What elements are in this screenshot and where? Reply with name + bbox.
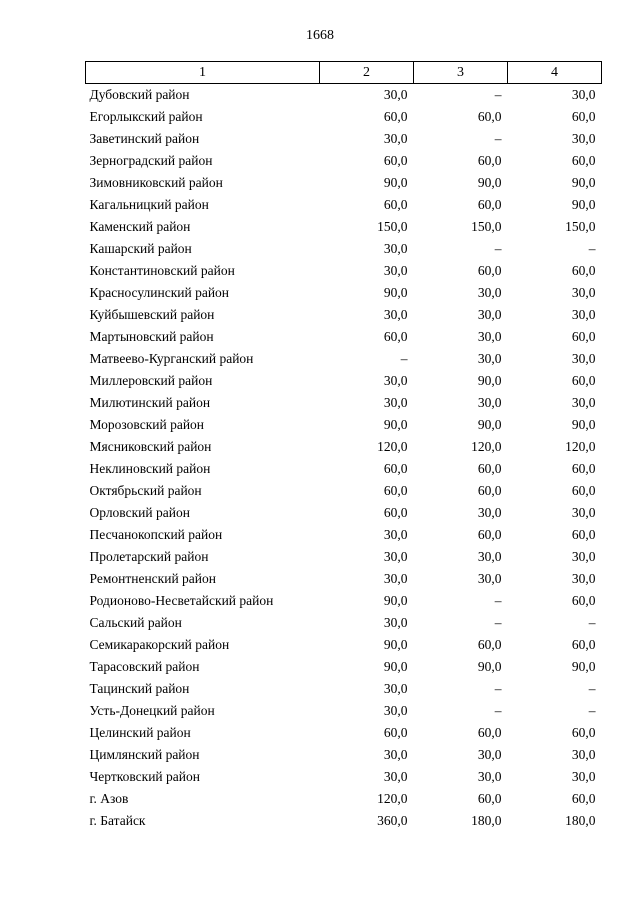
value-cell-col4: 150,0 — [565, 219, 596, 234]
value-cell-col3: 60,0 — [477, 637, 502, 652]
header-row — [86, 62, 602, 84]
value-cell-col2: 60,0 — [383, 483, 408, 498]
value-cell-col4: 90,0 — [571, 417, 596, 432]
table-row — [86, 766, 602, 788]
value-cell-col4: 30,0 — [571, 131, 596, 146]
column-header-1: 1 — [86, 62, 320, 84]
value-cell-col2: 60,0 — [383, 505, 408, 520]
value-cell-col2: 30,0 — [383, 373, 408, 388]
column-header-4: 4 — [508, 62, 602, 84]
district-name-cell: Пролетарский район — [89, 549, 209, 564]
value-cell-col4: 90,0 — [571, 175, 596, 190]
value-cell-col2: 60,0 — [383, 725, 408, 740]
table-row — [86, 84, 602, 107]
value-cell-col3: 30,0 — [477, 571, 502, 586]
value-cell-col3: 30,0 — [477, 505, 502, 520]
district-name-cell: Семикаракорский район — [89, 637, 230, 652]
table-row — [86, 436, 602, 458]
table-row — [86, 194, 602, 216]
data-table — [85, 61, 602, 832]
value-cell-col3: – — [494, 241, 502, 256]
value-cell-col4: 30,0 — [571, 769, 596, 784]
value-cell-col3: – — [494, 131, 502, 146]
value-cell-col3: 30,0 — [477, 329, 502, 344]
table-row — [86, 282, 602, 304]
value-cell-col2: 30,0 — [383, 527, 408, 542]
value-cell-col4: 30,0 — [571, 505, 596, 520]
value-cell-col4: 60,0 — [571, 329, 596, 344]
district-name-cell: Константиновский район — [89, 263, 235, 278]
district-name-cell: Родионово-Несветайский район — [89, 593, 274, 608]
district-name-cell: Чертковский район — [89, 769, 200, 784]
value-cell-col4: 60,0 — [571, 725, 596, 740]
value-cell-col2: 60,0 — [383, 197, 408, 212]
table-row — [86, 128, 602, 150]
district-name-cell: Сальский район — [89, 615, 182, 630]
value-cell-col4: 60,0 — [571, 109, 596, 124]
district-name-cell: Кашарский район — [89, 241, 192, 256]
district-name-cell: Егорлыкский район — [89, 109, 203, 124]
value-cell-col2: 60,0 — [383, 329, 408, 344]
column-header-2: 2 — [320, 62, 414, 84]
district-name-cell: Неклиновский район — [89, 461, 211, 476]
table-row — [86, 634, 602, 656]
value-cell-col3: 30,0 — [477, 549, 502, 564]
table-row — [86, 106, 602, 128]
value-cell-col3: 60,0 — [477, 483, 502, 498]
value-cell-col2: 30,0 — [383, 769, 408, 784]
district-name-cell: Целинский район — [89, 725, 191, 740]
value-cell-col3: 150,0 — [471, 219, 502, 234]
value-cell-col3: 90,0 — [477, 373, 502, 388]
value-cell-col3: 60,0 — [477, 263, 502, 278]
table-row — [86, 238, 602, 260]
table-row — [86, 348, 602, 370]
value-cell-col4: 30,0 — [571, 571, 596, 586]
table-row — [86, 810, 602, 832]
value-cell-col3: 90,0 — [477, 175, 502, 190]
district-name-cell: Цимлянский район — [89, 747, 200, 762]
value-cell-col2: 30,0 — [383, 747, 408, 762]
district-name-cell: Морозовский район — [89, 417, 205, 432]
value-cell-col4: 90,0 — [571, 197, 596, 212]
district-name-cell: Усть-Донецкий район — [89, 703, 215, 718]
table-row — [86, 546, 602, 568]
district-name-cell: Октябрьский район — [89, 483, 202, 498]
district-name-cell: Матвеево-Курганский район — [89, 351, 254, 366]
district-name-cell: Миллеровский район — [89, 373, 213, 388]
value-cell-col2: 30,0 — [383, 263, 408, 278]
value-cell-col2: 90,0 — [383, 285, 408, 300]
value-cell-col2: 90,0 — [383, 659, 408, 674]
table-row — [86, 370, 602, 392]
value-cell-col4: – — [588, 241, 596, 256]
district-name-cell: Милютинский район — [89, 395, 211, 410]
table-row — [86, 480, 602, 502]
value-cell-col4: 30,0 — [571, 87, 596, 102]
value-cell-col3: 30,0 — [477, 285, 502, 300]
table-row — [86, 458, 602, 480]
value-cell-col4: 30,0 — [571, 307, 596, 322]
value-cell-col2: 30,0 — [383, 703, 408, 718]
value-cell-col3: 60,0 — [477, 109, 502, 124]
district-name-cell: Мясниковский район — [89, 439, 212, 454]
value-cell-col4: 120,0 — [565, 439, 596, 454]
table-row — [86, 656, 602, 678]
value-cell-col2: 30,0 — [383, 131, 408, 146]
district-name-cell: г. Батайск — [89, 813, 146, 828]
value-cell-col4: 60,0 — [571, 461, 596, 476]
table-row — [86, 700, 602, 722]
value-cell-col3: 60,0 — [477, 725, 502, 740]
value-cell-col4: 60,0 — [571, 373, 596, 388]
value-cell-col4: 60,0 — [571, 263, 596, 278]
value-cell-col4: – — [588, 703, 596, 718]
district-name-cell: Орловский район — [89, 505, 190, 520]
value-cell-col3: 30,0 — [477, 747, 502, 762]
district-name-cell: г. Азов — [89, 791, 129, 806]
table-row — [86, 788, 602, 810]
value-cell-col2: 30,0 — [383, 571, 408, 586]
district-name-cell: Красносулинский район — [89, 285, 230, 300]
table-row — [86, 392, 602, 414]
table-row — [86, 722, 602, 744]
value-cell-col4: 60,0 — [571, 593, 596, 608]
value-cell-col4: 90,0 — [571, 659, 596, 674]
table-row — [86, 568, 602, 590]
value-cell-col2: 60,0 — [383, 109, 408, 124]
district-name-cell: Тацинский район — [89, 681, 190, 696]
value-cell-col3: 30,0 — [477, 351, 502, 366]
value-cell-col3: 60,0 — [477, 461, 502, 476]
value-cell-col4: – — [588, 615, 596, 630]
value-cell-col2: 30,0 — [383, 615, 408, 630]
table-row — [86, 612, 602, 634]
value-cell-col3: 120,0 — [471, 439, 502, 454]
district-name-cell: Мартыновский район — [89, 329, 214, 344]
value-cell-col2: 150,0 — [377, 219, 408, 234]
table-row — [86, 150, 602, 172]
value-cell-col2: 30,0 — [383, 395, 408, 410]
value-cell-col4: 30,0 — [571, 351, 596, 366]
value-cell-col2: 360,0 — [377, 813, 408, 828]
value-cell-col4: 180,0 — [565, 813, 596, 828]
value-cell-col3: 60,0 — [477, 153, 502, 168]
value-cell-col2: 30,0 — [383, 549, 408, 564]
value-cell-col2: 90,0 — [383, 637, 408, 652]
table-row — [86, 326, 602, 348]
value-cell-col3: – — [494, 87, 502, 102]
value-cell-col3: 180,0 — [471, 813, 502, 828]
column-header-3: 3 — [414, 62, 508, 84]
district-name-cell: Ремонтненский район — [89, 571, 216, 586]
value-cell-col3: 90,0 — [477, 417, 502, 432]
value-cell-col3: – — [494, 681, 502, 696]
table-row — [86, 744, 602, 766]
table-row — [86, 304, 602, 326]
table-row — [86, 414, 602, 436]
district-name-cell: Каменский район — [89, 219, 191, 234]
value-cell-col3: – — [494, 593, 502, 608]
value-cell-col4: 60,0 — [571, 527, 596, 542]
value-cell-col3: 30,0 — [477, 307, 502, 322]
value-cell-col2: 120,0 — [377, 791, 408, 806]
value-cell-col2: – — [400, 351, 408, 366]
value-cell-col2: 60,0 — [383, 461, 408, 476]
value-cell-col3: 30,0 — [477, 395, 502, 410]
value-cell-col2: 60,0 — [383, 153, 408, 168]
table-row — [86, 678, 602, 700]
value-cell-col2: 90,0 — [383, 417, 408, 432]
value-cell-col4: 30,0 — [571, 395, 596, 410]
value-cell-col3: 60,0 — [477, 527, 502, 542]
value-cell-col2: 30,0 — [383, 241, 408, 256]
district-name-cell: Зимовниковский район — [89, 175, 223, 190]
value-cell-col2: 90,0 — [383, 593, 408, 608]
table-body — [86, 84, 602, 833]
value-cell-col2: 90,0 — [383, 175, 408, 190]
table-header — [86, 62, 602, 84]
value-cell-col4: 60,0 — [571, 153, 596, 168]
table-row — [86, 590, 602, 612]
value-cell-col2: 30,0 — [383, 307, 408, 322]
district-name-cell: Куйбышевский район — [89, 307, 215, 322]
table-row — [86, 260, 602, 282]
table-row — [86, 524, 602, 546]
value-cell-col3: 60,0 — [477, 791, 502, 806]
table-row — [86, 502, 602, 524]
table-row — [86, 172, 602, 194]
value-cell-col4: 60,0 — [571, 791, 596, 806]
value-cell-col2: 30,0 — [383, 87, 408, 102]
value-cell-col3: – — [494, 615, 502, 630]
value-cell-col4: 30,0 — [571, 747, 596, 762]
value-cell-col4: 30,0 — [571, 549, 596, 564]
table-row — [86, 216, 602, 238]
value-cell-col2: 30,0 — [383, 681, 408, 696]
page-number: 1668 — [306, 28, 334, 43]
value-cell-col4: – — [588, 681, 596, 696]
value-cell-col3: – — [494, 703, 502, 718]
value-cell-col2: 120,0 — [377, 439, 408, 454]
value-cell-col4: 60,0 — [571, 637, 596, 652]
value-cell-col3: 30,0 — [477, 769, 502, 784]
value-cell-col4: 30,0 — [571, 285, 596, 300]
district-name-cell: Зерноградский район — [89, 153, 213, 168]
value-cell-col4: 60,0 — [571, 483, 596, 498]
district-name-cell: Песчанокопский район — [89, 527, 223, 542]
value-cell-col3: 60,0 — [477, 197, 502, 212]
district-name-cell: Кагальницкий район — [89, 197, 209, 212]
value-cell-col3: 90,0 — [477, 659, 502, 674]
district-name-cell: Заветинский район — [89, 131, 200, 146]
district-name-cell: Тарасовский район — [89, 659, 200, 674]
district-name-cell: Дубовский район — [89, 87, 190, 102]
